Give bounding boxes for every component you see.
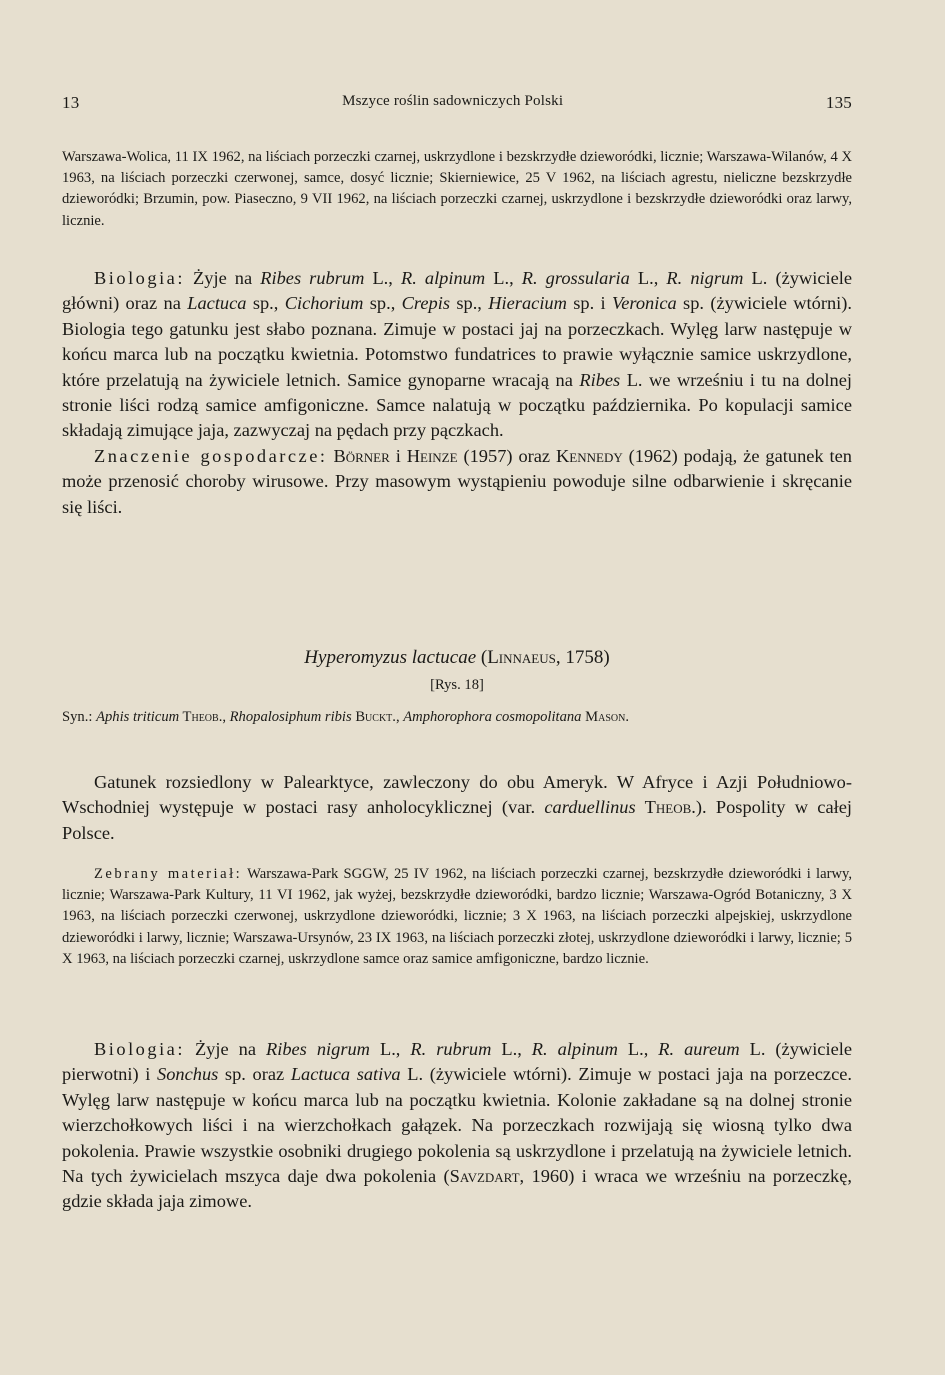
header-left-number: 13	[62, 93, 80, 112]
author-name: Savzdart	[449, 1166, 520, 1187]
distribution-section	[62, 770, 852, 846]
running-title: Mszyce roślin sadowniczych Polski	[342, 93, 564, 109]
species-title: Hyperomyzus lactucae (Linnaeus, 1758)	[304, 647, 610, 668]
species-name: R. aureum	[658, 1039, 740, 1059]
species-title-name: Hyperomyzus lactucae	[304, 647, 477, 668]
material-heading: Zebrany materiał:	[94, 866, 243, 882]
synonym-name: Amphorophora cosmopolitana	[403, 709, 582, 725]
biology-heading: Biologia:	[94, 1039, 185, 1059]
genus-name: Crepis	[401, 293, 451, 314]
author-name: Kennedy	[556, 445, 623, 466]
species-name: R. rubrum	[410, 1039, 492, 1059]
biology-section-1	[62, 266, 852, 520]
species-name: R. nigrum	[666, 268, 744, 288]
species-name: R. alpinum	[400, 268, 486, 288]
genus-name: Cichorium	[284, 293, 364, 314]
page-number: 135	[825, 93, 852, 112]
page-header	[62, 93, 852, 113]
genus-name: Lactuca	[187, 293, 247, 314]
genus-name: Veronica	[612, 293, 677, 314]
figure-reference: [Rys. 18]	[430, 677, 484, 693]
biology-heading: Biologia:	[94, 268, 185, 288]
collection-records-continued	[62, 147, 852, 232]
genus-name: Hieracium	[488, 293, 567, 314]
collected-material-paragraph: Zebrany materiał: Warszawa-Park SGGW, 25 IV 1962, na liściach porzeczki czarnej, bezskrzydłe dzieworódki i larwy, licznie; Warszawa-Park Kultury, 11 VI 1962, jak wyżej, bezskrzydłe dzieworódki, bardzo licznie; Warszawa-Ogród Botaniczny, 3 X 1963, na liściach porzeczki czerwonej, uskrzydlone dzieworódki, licznie; 3 X 1963, na liściach porzeczki alpejskiej, uskrzydlone dzieworódki i larwy, licznie; Warszawa-Ursynów, 23 IX 1963, na liściach porzeczki złotej, uskrzydlone dzieworódki i larwy, licznie; 5 X 1963, na liściach porzeczki czarnej, uskrzydlone samce oraz samice amfigoniczne, bardzo licznie.	[62, 866, 852, 967]
species-author: Linnaeus	[487, 647, 556, 668]
biology-section-2	[62, 1037, 852, 1215]
collection-records-text: Warszawa-Wolica, 11 IX 1962, na liściach porzeczki czarnej, uskrzydlone i bezskrzydłe dzieworódki, licznie; Warszawa-Wilanów, 4 X 1963, na liściach porzeczki czerwonej, samce, dosyć licznie; Skierniewice, 25 V 1962, na liściach agrestu, nieliczne bezskrzydłe dzieworódki; Brzumin, pow. Piaseczno, 9 VII 1962, na liściach porzeczki czarnej, uskrzydlone i bezskrzydłe dzieworódki oraz larwy, licznie.	[62, 149, 852, 229]
biology-paragraph-1: Biologia: Żyje na Ribes rubrum L., R. alpinum L., R. grossularia L., R. nigrum L. (żywiciele główni) oraz na Lactuca sp., Cichorium sp., Crepis sp., Hieracium sp. i Veronica sp. (żywiciele wtórni). Biologia tego gatunku jest słabo poznana. Zimuje w postaci jaj na porzeczkach. Wylęg larw następuje w końcu marca lub na początku kwietnia. Potomstwo fundatrices to prawie wyłącznie samice uskrzydlone, które przelatują na żywiciele letnich. Samice gynoparne wracają na Ribes L. we wrześniu i tu na dolnej stronie liści rodzą samice amfigoniczne. Samce nalatują w początku października. Po kopulacji samice składają zimujące jaja, zazwyczaj na pędach przy pączkach.	[62, 268, 853, 441]
variety-name: carduellinus	[544, 797, 636, 818]
collected-material-section	[62, 864, 852, 970]
species-name: Lactuca sativa	[290, 1064, 401, 1085]
synonyms: Syn.: Aphis triticum Theob., Rhopalosiphum ribis Buckt., Amphorophora cosmopolitana Mason.	[62, 709, 629, 725]
synonyms-label: Syn.:	[62, 709, 97, 725]
synonym-name: Rhopalosiphum ribis	[229, 709, 352, 725]
distribution-paragraph: Gatunek rozsiedlony w Palearktyce, zawleczony do obu Ameryk. W Afryce i Azji Południowo-Wschodniej występuje w postaci rasy anholocyklicznej (var. carduellinus Theob.). Pospolity w całej Polsce.	[62, 772, 852, 843]
species-name: R. alpinum	[531, 1039, 618, 1059]
genus-name: Sonchus	[157, 1064, 219, 1085]
author-name: Börner	[333, 445, 390, 466]
genus-name: Ribes	[579, 369, 621, 390]
economic-importance-paragraph: Znaczenie gospodarcze: Börner i Heinze (1957) oraz Kennedy (1962) podają, że gatunek ten może przenosić choroby wirusowe. Przy masowym wystąpieniu powoduje silne odbarwienie i skręcanie się liści.	[62, 445, 853, 517]
author-name: Heinze	[406, 445, 458, 466]
economic-heading: Znaczenie gospodarcze:	[94, 445, 328, 466]
species-name: R. grossularia	[521, 268, 630, 288]
species-name: Ribes rubrum	[260, 268, 365, 288]
species-name: Ribes nigrum	[265, 1039, 370, 1059]
biology-paragraph-2: Biologia: Żyje na Ribes nigrum L., R. rubrum L., R. alpinum L., R. aureum L. (żywiciele pierwotni) i Sonchus sp. oraz Lactuca sativa L. (żywiciele wtórni). Zimuje w postaci jaja na porzeczce. Wylęg larw następuje w końcu marca lub na początku kwietnia. Kolonie zakładane są na dolnej stronie wierzchołkowych liści i na wierzchołkach gałązek. Na porzeczkach rozwijają się wiosną tylko dwa pokolenia. Prawie wszystkie osobniki drugiego pokolenia są uskrzydlone i przelatują na żywiciele letnich. Na tych żywicielach mszyca daje dwa pokolenia (Savzdart, 1960) i wraca we wrześniu na porzeczkę, gdzie składa jaja zimowe.	[62, 1039, 853, 1212]
synonym-name: Aphis triticum	[96, 709, 180, 725]
